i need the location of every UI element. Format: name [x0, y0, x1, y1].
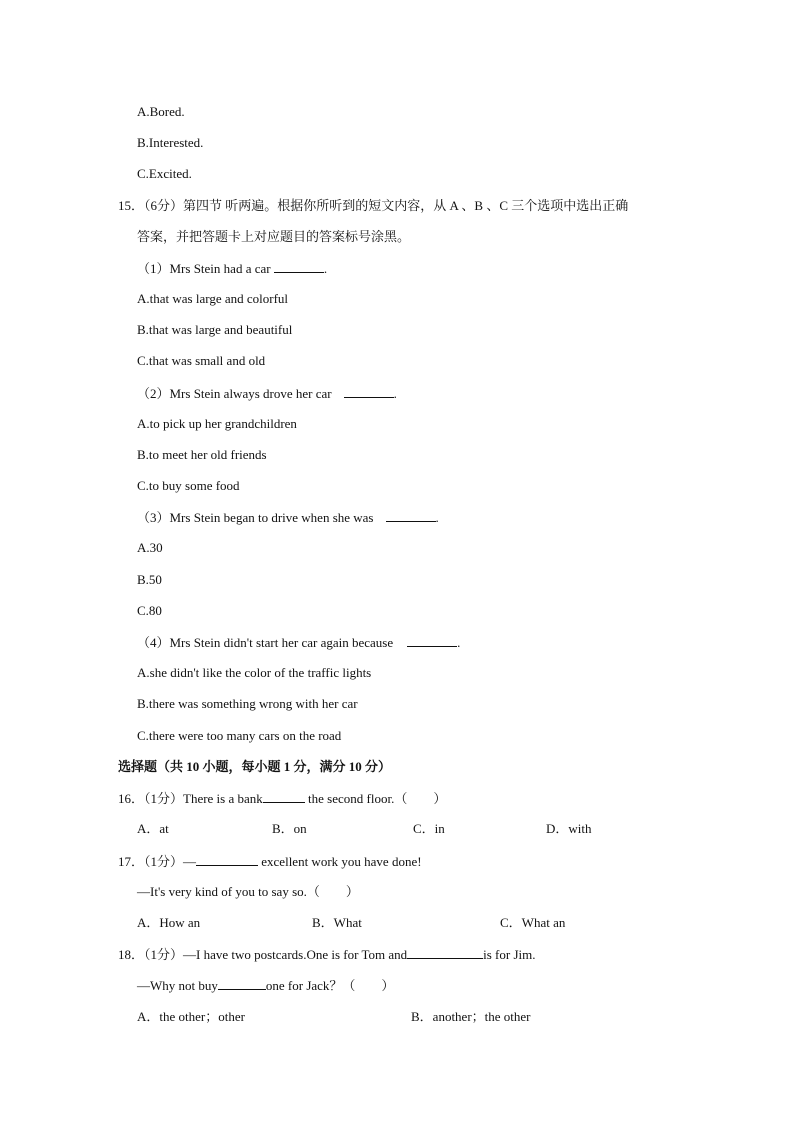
answer-blank [407, 634, 457, 647]
q15-sub4-option-c: C.there were too many cars on the road [137, 728, 342, 743]
q15-sub1-stem [137, 260, 327, 277]
q17-line2: —It's very kind of you to say so.（ ） [137, 884, 359, 899]
q15-sub3-prefix: （3）Mrs Stein began to drive when she was [137, 510, 374, 525]
answer-blank [274, 260, 324, 273]
q15-sub3-suffix: . [435, 510, 439, 525]
q14-option-a: A.Bored. [137, 104, 185, 119]
answer-blank [386, 509, 436, 522]
q15-sub3-option-b: B.50 [137, 572, 162, 587]
q18-line2-prefix: —Why not buy [137, 978, 218, 993]
q16-prefix: 16．（1分）There is a bank [118, 791, 263, 806]
q18-suffix: is for Jim. [483, 947, 536, 962]
q15-sub4-option-a: A.she didn't like the color of the traffic lights [137, 665, 372, 680]
q17-stem [118, 853, 422, 870]
q15-sub3-option-c: C.80 [137, 603, 162, 618]
q15-sub4-option-b: B.there was something wrong with her car [137, 696, 358, 711]
q16-stem [118, 790, 446, 807]
q16-option-d: D．with [546, 821, 592, 836]
answer-blank [218, 977, 266, 990]
q15-sub4-suffix: . [457, 635, 461, 650]
q17-option-a: A．How an [137, 915, 201, 930]
q15-sub2-prefix: （2）Mrs Stein always drove her car [137, 386, 332, 401]
q15-sub2-option-b: B.to meet her old friends [137, 447, 267, 462]
q18-line2 [137, 977, 394, 994]
q17-prefix: 17．（1分）— [118, 854, 197, 869]
q15-sub1-option-a: A.that was large and colorful [137, 291, 289, 306]
q14-option-b: B.Interested. [137, 135, 204, 150]
q15-sub2-option-a: A.to pick up her grandchildren [137, 416, 297, 431]
q17-option-c: C．What an [500, 915, 566, 930]
q16-option-a: A．at [137, 821, 169, 836]
section-heading: 选择题（共 10 小题，每小题 1 分，满分 10 分） [118, 759, 392, 774]
q15-sub2-suffix: . [393, 386, 397, 401]
answer-blank [344, 385, 394, 398]
q15-sub4-prefix: （4）Mrs Stein didn't start her car again because [137, 635, 394, 650]
q16-option-b: B．on [272, 821, 307, 836]
q15-sub1-option-c: C.that was small and old [137, 353, 266, 368]
q15-sub1-prefix: （1）Mrs Stein had a car [137, 261, 274, 276]
q18-line2-suffix: one for Jack？（ ） [265, 978, 395, 993]
answer-blank [196, 853, 258, 866]
q15-stem-line2: 答案，并把答题卡上对应题目的答案标号涂黑。 [137, 229, 411, 244]
q16-suffix: the second floor.（ ） [304, 791, 447, 806]
q15-sub3-option-a: A.30 [137, 540, 163, 555]
q18-stem [118, 946, 536, 963]
q18-prefix: 18．（1分）—I have two postcards.One is for Tom and [118, 947, 408, 962]
answer-blank [407, 946, 483, 959]
q18-option-a: A．the other；other [137, 1009, 245, 1024]
q17-suffix: excellent work you have done! [258, 854, 422, 869]
q17-option-b: B．What [312, 915, 362, 930]
q15-sub4-stem [137, 634, 460, 651]
q15-sub1-option-b: B.that was large and beautiful [137, 322, 293, 337]
q15-sub1-suffix: . [323, 261, 328, 276]
q18-option-b: B．another；the other [411, 1009, 531, 1024]
q14-option-c: C.Excited. [137, 166, 192, 181]
answer-blank [263, 790, 305, 803]
q15-sub3-stem [137, 509, 439, 526]
q16-option-c: C．in [413, 821, 445, 836]
q15-sub2-option-c: C.to buy some food [137, 478, 240, 493]
q15-stem-line1: 15．（6分）第四节 听两遍。根据你所听到的短文内容，从 A 、B 、C 三个选项中选出正确 [118, 198, 629, 213]
q15-sub2-stem [137, 385, 397, 402]
